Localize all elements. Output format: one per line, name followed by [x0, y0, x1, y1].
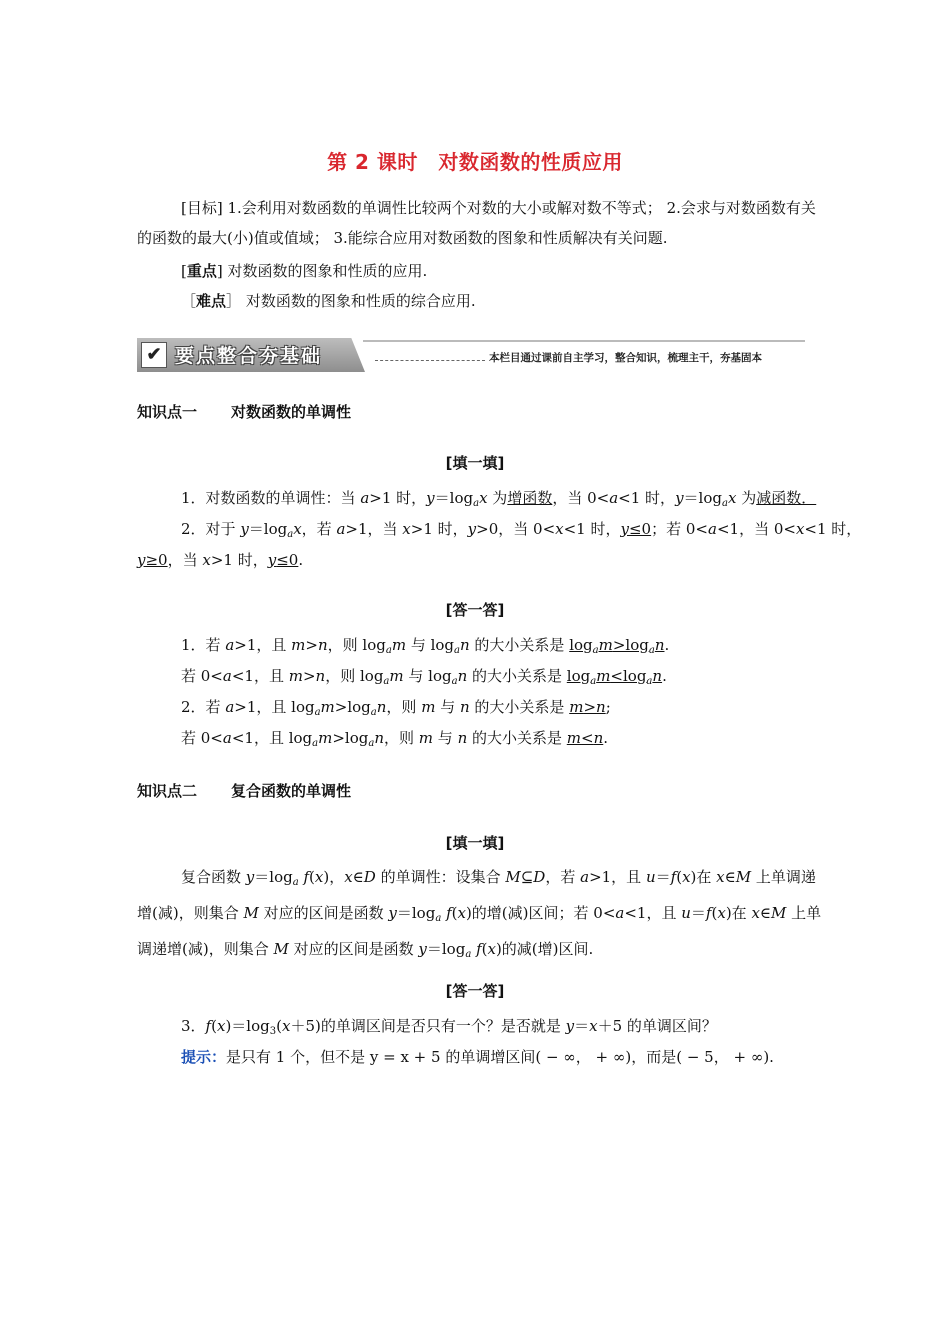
banner-dashes — [375, 360, 485, 361]
key-text: 对数函数的图象和性质的应用. — [222, 262, 428, 280]
answer-item-2b: 若 0<a<1，且 $\log_am>\log_an$，则 m 与 n 的大小关系是 m<n. — [181, 729, 609, 749]
key-point-line: [重点] 对数函数的图象和性质的应用. — [181, 262, 428, 280]
goal-text: 1.会利用对数函数的单调性比较两个对数的大小或解对数不等式； 2.会求与对数函数有关的函数的最大(小)值或值域； 3.能综合应用对数函数的图象和性质解决有关问题. — [137, 199, 816, 247]
check-icon: ✔ — [141, 342, 167, 368]
hint-label: 提示： — [181, 1048, 227, 1066]
section1-heading: 知识点一 对数函数的单调性 — [137, 403, 352, 421]
section2-heading: 知识点二 复合函数的单调性 — [137, 782, 352, 800]
section-banner — [137, 338, 805, 372]
goal-label: [目标] — [181, 199, 223, 217]
difficulty-label: 难点 — [196, 292, 227, 310]
answer-item-1b: 若 0<a<1，且 m>n，则 $\log_am$ 与 $\log_an$ 的大小关系是 $\log_am<\log_an$. — [181, 667, 667, 687]
goal-paragraph — [137, 193, 827, 253]
key-label: 重点 — [186, 262, 217, 280]
answer-item-1: 1．若 a>1，且 m>n，则 $\log_am$ 与 $\log_an$ 的大小关系是 $\log_am>\log_an$. — [181, 636, 670, 656]
section1-fill-label: [填一填] — [445, 454, 505, 472]
section2-fill-label: [填一填] — [445, 834, 505, 852]
banner-label: 要点整合夯基础 — [175, 345, 323, 367]
question-3: 3．$f(x)=\log_3(x+5)$的单调区间是否只有一个？是否就是 y＝x＋5 的单调区间？ — [181, 1017, 717, 1037]
fill-item-2: 2．对于 $y=\log_ax$，若 a>1，当 x>1 时，y>0，当 0<x<1 时，y≤0；若 0<a<1，当 0<x<1 时， — [181, 520, 862, 540]
section1-answer-label: [答一答] — [445, 601, 505, 619]
fill-item-1: 1．对数函数的单调性：当 a>1 时，$y=\log_ax$ 为增函数，当 0<a<1 时，$y=\log_ax$ 为减函数． — [181, 489, 817, 509]
section2-answer-label: [答一答] — [445, 982, 505, 1000]
page-title: 第 2 课时 对数函数的性质应用 — [327, 150, 623, 174]
difficulty-line: ［难点］ 对数函数的图象和性质的综合应用. — [181, 292, 476, 310]
answer-item-2: 2．若 a>1，且 $\log_am>\log_an$，则 m 与 n 的大小关系是 m>n; — [181, 698, 611, 718]
fill-item-2-cont: y≥0，当 x>1 时，y≤0. — [137, 551, 304, 569]
banner-rule — [363, 340, 805, 342]
banner-note: 本栏目通过课前自主学习，整合知识，梳理主干，夯基固本 — [489, 352, 762, 364]
difficulty-text: 对数函数的图象和性质的综合应用. — [241, 292, 476, 310]
hint-text: 是只有 1 个，但不是 y = x + 5 的单调增区间( − ∞， + ∞)，而是( − 5， + ∞). — [226, 1048, 774, 1066]
hint-line — [181, 1046, 774, 1067]
composite-paragraph: 复合函数 $y=\log_a$ f(x)，x∈D 的单调性：设集合 M⊆D，若 a>1，且 u＝f(x)在 x∈M 上单调递增(减)，则集合 M 对应的区间是函数 $y=\log_a$ f(x)的增(减)区间；若 0<a<1，且 u＝f(x)在 x∈M 上单调递增(减)，则集合 M 对应的区间是函数 $y=\log_a$ f(x)的减(增)区间. — [137, 868, 822, 960]
